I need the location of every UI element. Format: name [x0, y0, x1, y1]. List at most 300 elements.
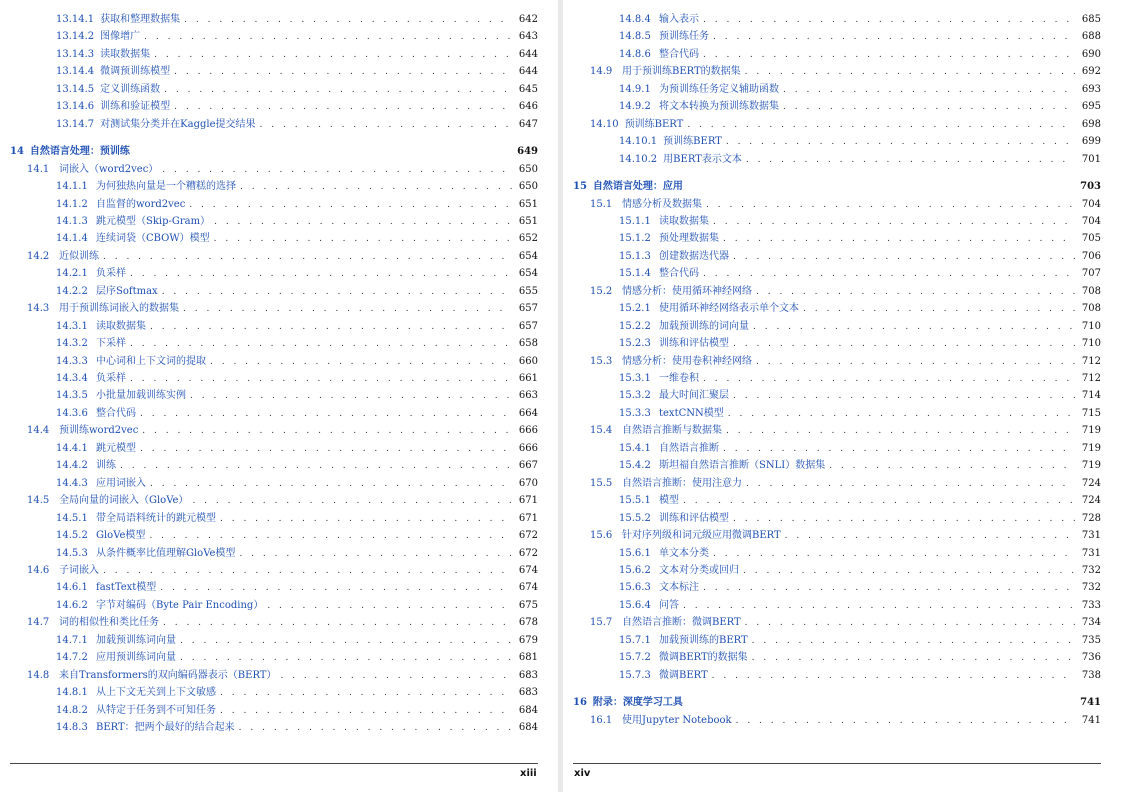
toc-section-entry[interactable] [27, 669, 538, 683]
toc-leader-dots [803, 302, 1075, 316]
toc-entry-title: 训练和评估模型 [659, 512, 729, 524]
toc-entry-number: 14.9.1 [619, 83, 651, 95]
toc-subsection-entry[interactable] [56, 83, 538, 97]
toc-subsection-entry[interactable] [619, 232, 1101, 246]
toc-entry-number: 15.2 [590, 285, 613, 297]
toc-subsection-entry[interactable] [56, 355, 538, 369]
toc-entry-number: 14.8.3 [56, 722, 88, 733]
toc-leader-dots [726, 424, 1075, 438]
toc-subsection-entry[interactable] [56, 721, 538, 735]
toc-subsection-entry[interactable] [619, 389, 1101, 403]
toc-entry-number: 14.3.4 [56, 373, 88, 384]
toc-leader-dots [713, 215, 1075, 229]
toc-entry-number: 15.5.2 [619, 512, 651, 524]
toc-entry-number: 14.10.2 [619, 153, 658, 165]
toc-leader-dots [150, 477, 512, 491]
toc-subsection-entry[interactable] [619, 135, 1101, 149]
toc-entry-number: 14.1.4 [56, 233, 88, 245]
toc-leader-dots [783, 100, 1075, 114]
toc-leader-dots [703, 13, 1075, 27]
toc-subsection-entry[interactable] [56, 599, 538, 613]
toc-entry-number: 15.2.1 [619, 303, 651, 315]
toc-leader-dots [183, 302, 512, 316]
toc-entry-title: 为何独热向量是一个糟糕的选择 [96, 181, 236, 193]
toc-entry-number: 15.7.2 [619, 652, 651, 664]
toc-leader-dots [706, 198, 1075, 212]
toc-entry-title: 自然语言推断 [659, 442, 719, 454]
toc-subsection-entry[interactable] [619, 651, 1101, 665]
toc-entry-page-number: 642 [518, 14, 538, 25]
toc-entry-number: 15.1.3 [619, 250, 651, 262]
toc-entry-number: 15.4.2 [619, 460, 651, 472]
toc-entry-page-number: 663 [518, 390, 538, 402]
toc-entry-title: 针对序列级和词元级应用微调BERT [622, 530, 781, 542]
toc-leader-dots [733, 337, 1075, 351]
toc-entry-title: 词嵌入（word2vec） [59, 163, 159, 175]
toc-entry-page-number: 741 [1081, 714, 1101, 726]
toc-subsection-entry[interactable] [56, 337, 538, 351]
toc-entry-number: 15.7.3 [619, 669, 651, 681]
toc-entry-number: 15.1 [590, 198, 613, 210]
toc-entry-number: 14.1 [27, 163, 50, 175]
toc-entry-title: 字节对编码（Byte Pair Encoding） [96, 599, 264, 611]
toc-entry-page-number: 704 [1081, 198, 1101, 210]
toc-entry-title: 负采样 [96, 268, 126, 280]
toc-section-entry[interactable] [590, 714, 1101, 728]
toc-leader-dots [103, 564, 512, 578]
toc-entry-page-number: 719 [1081, 425, 1101, 437]
toc-leader-dots [174, 65, 512, 79]
toc-entry-title: 训练 [96, 460, 116, 472]
toc-entry-page-number: 658 [518, 338, 538, 350]
toc-section-entry[interactable] [27, 163, 538, 177]
toc-subsection-entry[interactable] [619, 48, 1101, 62]
toc-leader-dots [120, 459, 512, 473]
toc-subsection-entry[interactable] [619, 250, 1101, 264]
toc-subsection-entry[interactable] [56, 459, 538, 473]
toc-subsection-entry[interactable] [56, 477, 538, 491]
toc-subsection-entry[interactable] [56, 267, 538, 281]
toc-entry-number: 15.3 [590, 355, 613, 367]
toc-leader-dots [150, 320, 512, 334]
toc-subsection-entry[interactable] [56, 686, 538, 700]
toc-subsection-entry[interactable] [619, 337, 1101, 351]
toc-entry-title: 定义训练函数 [100, 83, 161, 95]
toc-entry-number: 14.5.2 [56, 530, 88, 542]
toc-entry-title: 跳元模型 [96, 442, 136, 454]
toc-entry-page-number: 698 [1081, 118, 1101, 130]
toc-entry-title: BERT：把两个最好的结合起来 [96, 722, 235, 733]
toc-leader-dots [140, 442, 512, 456]
toc-entry-title: 从条件概率比值理解GloVe模型 [96, 547, 236, 559]
toc-entry-title: 预训练任务 [659, 31, 709, 43]
toc-entry-number: 14.3 [27, 303, 50, 315]
toc-entry-number: 14.3.2 [56, 338, 88, 350]
toc-leader-dots [712, 669, 1075, 683]
footer-rule-left [10, 763, 538, 764]
toc-section-entry[interactable] [590, 616, 1101, 630]
toc-leader-dots [174, 100, 512, 114]
toc-leader-dots [130, 267, 512, 281]
toc-leader-dots [746, 477, 1075, 491]
toc-subsection-entry[interactable] [619, 581, 1101, 595]
toc-entry-number: 14.3.3 [56, 355, 88, 367]
toc-entry-number: 14.7.2 [56, 652, 88, 664]
toc-subsection-entry[interactable] [619, 494, 1101, 508]
toc-entry-page-number: 693 [1081, 83, 1101, 95]
toc-chapter-entry[interactable] [10, 145, 538, 159]
toc-leader-dots [220, 512, 512, 526]
toc-subsection-entry[interactable] [619, 320, 1101, 334]
toc-entry-number: 14.8.2 [56, 704, 88, 716]
toc-entry-title: 整合代码 [659, 268, 699, 280]
toc-leader-dots [726, 135, 1075, 149]
toc-entry-title: 预训练BERT [663, 136, 722, 148]
toc-entry-page-number: 672 [518, 547, 538, 559]
toc-leader-dots [267, 599, 512, 613]
toc-entry-page-number: 654 [518, 250, 538, 262]
toc-subsection-entry[interactable] [56, 232, 538, 246]
toc-entry-title: 读取数据集 [659, 215, 709, 227]
toc-entry-title: 用于预训练词嵌入的数据集 [59, 303, 179, 315]
toc-entry-number: 13.14.1 [56, 14, 95, 25]
toc-leader-dots [713, 30, 1075, 44]
toc-section-entry[interactable] [590, 529, 1101, 543]
toc-entry-title: 整合代码 [659, 48, 699, 60]
toc-entry-page-number: 667 [518, 460, 538, 472]
toc-entry-title: 预训练BERT [624, 118, 684, 130]
toc-entry-title: 用BERT表示文本 [663, 153, 742, 165]
toc-entry-page-number: 647 [518, 118, 538, 130]
toc-subsection-entry[interactable] [619, 100, 1101, 114]
toc-subsection-entry[interactable] [619, 13, 1101, 27]
toc-entry-number: 16.1 [590, 714, 613, 726]
toc-entry-number: 14.1.1 [56, 181, 88, 193]
toc-entry-title: 带全局语料统计的跳元模型 [96, 512, 216, 524]
toc-entry-page-number: 735 [1081, 634, 1101, 646]
toc-leader-dots [280, 669, 512, 683]
toc-chapter-entry[interactable] [573, 696, 1101, 710]
toc-entry-page-number: 678 [518, 617, 538, 629]
toc-entry-page-number: 701 [1081, 153, 1101, 165]
toc-subsection-entry[interactable] [56, 320, 538, 334]
toc-subsection-entry[interactable] [56, 100, 538, 114]
toc-entry-title: 应用词嵌入 [96, 477, 146, 489]
toc-entry-title: 词的相似性和类比任务 [59, 617, 159, 629]
toc-subsection-entry[interactable] [619, 407, 1101, 421]
toc-leader-dots [829, 459, 1075, 473]
toc-page-left [0, 0, 558, 792]
toc-entry-title: 来自Transformers的双向编码器表示（BERT） [59, 669, 277, 681]
toc-leader-dots [683, 494, 1075, 508]
toc-entry-title: 使用Jupyter Notebook [622, 714, 732, 726]
toc-subsection-entry[interactable] [56, 198, 538, 212]
toc-entry-title: 情感分析及数据集 [622, 198, 702, 210]
toc-section-entry[interactable] [27, 250, 538, 264]
toc-subsection-entry[interactable] [56, 372, 538, 386]
toc-subsection-entry[interactable] [619, 599, 1101, 613]
toc-subsection-entry[interactable] [56, 215, 538, 229]
toc-leader-dots [180, 634, 512, 648]
toc-section-entry[interactable] [590, 198, 1101, 212]
toc-leader-dots [149, 529, 512, 543]
toc-entry-title: 应用预训练词向量 [96, 652, 176, 664]
toc-leader-dots [130, 372, 512, 386]
toc-entry-title: 自然语言处理：应用 [592, 181, 683, 193]
toc-entry-title: 训练和评估模型 [659, 338, 729, 350]
toc-entry-number: 14.6 [27, 564, 50, 576]
toc-entry-page-number: 724 [1081, 477, 1101, 489]
toc-entry-page-number: 651 [518, 215, 538, 227]
toc-entry-page-number: 675 [518, 599, 538, 611]
toc-entry-title: 预处理数据集 [659, 233, 719, 245]
toc-entry-number: 14.8.1 [56, 687, 88, 699]
toc-entry-number: 15.7 [590, 617, 613, 629]
toc-subsection-entry[interactable] [619, 215, 1101, 229]
toc-entry-title: 单文本分类 [659, 547, 709, 559]
toc-subsection-entry[interactable] [56, 30, 538, 44]
toc-entry-number: 14.9.2 [619, 101, 651, 113]
toc-subsection-entry[interactable] [56, 581, 538, 595]
toc-entry-page-number: 674 [518, 564, 538, 576]
toc-section-entry[interactable] [27, 302, 538, 316]
toc-entry-page-number: 654 [518, 268, 538, 280]
toc-subsection-entry[interactable] [56, 512, 538, 526]
toc-leader-dots [745, 65, 1075, 79]
toc-leader-dots [752, 651, 1075, 665]
toc-entry-number: 15.6.1 [619, 547, 651, 559]
toc-leader-dots [752, 634, 1075, 648]
toc-entry-title: 下采样 [96, 338, 126, 350]
toc-subsection-entry[interactable] [619, 459, 1101, 473]
toc-entry-page-number: 719 [1081, 442, 1101, 454]
toc-entry-number: 14.4.2 [56, 460, 88, 472]
toc-entry-title: 加载预训练词向量 [96, 634, 176, 646]
toc-entry-number: 14.7.1 [56, 634, 88, 646]
toc-leader-dots [733, 250, 1075, 264]
toc-entry-page-number: 710 [1081, 338, 1101, 350]
toc-subsection-entry[interactable] [619, 669, 1101, 683]
toc-entry-page-number: 643 [518, 31, 538, 43]
toc-subsection-entry[interactable] [619, 372, 1101, 386]
toc-section-entry[interactable] [590, 477, 1101, 491]
toc-subsection-entry[interactable] [56, 442, 538, 456]
toc-entry-number: 14.8.6 [619, 48, 651, 60]
toc-entry-number: 14.7 [27, 617, 50, 629]
toc-subsection-entry[interactable] [619, 267, 1101, 281]
toc-entry-number: 14.5.1 [56, 512, 88, 524]
toc-leader-dots [728, 407, 1075, 421]
toc-entry-number: 15.3.1 [619, 373, 651, 384]
toc-leader-dots [785, 529, 1075, 543]
toc-subsection-entry[interactable] [619, 512, 1101, 526]
toc-subsection-entry[interactable] [619, 153, 1101, 167]
toc-subsection-entry[interactable] [619, 442, 1101, 456]
toc-entry-page-number: 684 [518, 722, 538, 733]
toc-entry-number: 13.14.5 [56, 83, 95, 95]
toc-entry-page-number: 688 [1081, 31, 1101, 43]
toc-entry-number: 16 [573, 697, 587, 709]
toc-entry-number: 15.1.2 [619, 233, 651, 245]
toc-subsection-entry[interactable] [619, 83, 1101, 97]
toc-entry-number: 13.14.7 [56, 118, 95, 130]
toc-entry-page-number: 683 [518, 687, 538, 699]
toc-entry-number: 14.5.3 [56, 547, 88, 559]
toc-subsection-entry[interactable] [619, 634, 1101, 648]
toc-subsection-entry[interactable] [56, 180, 538, 194]
toc-leader-dots [723, 442, 1075, 456]
toc-entry-page-number: 652 [518, 233, 538, 245]
toc-entry-page-number: 657 [518, 320, 538, 332]
toc-entry-page-number: 703 [1080, 181, 1101, 193]
toc-entry-title: textCNN模型 [659, 407, 724, 419]
toc-leader-dots [130, 337, 512, 351]
toc-subsection-entry[interactable] [56, 285, 538, 299]
toc-entry-page-number: 644 [518, 66, 538, 78]
toc-leader-dots [753, 320, 1075, 334]
toc-entry-number: 14.3.6 [56, 407, 88, 419]
toc-subsection-entry[interactable] [56, 389, 538, 403]
toc-subsection-entry[interactable] [56, 704, 538, 718]
toc-entry-page-number: 719 [1081, 460, 1101, 472]
toc-subsection-entry[interactable] [56, 651, 538, 665]
toc-entry-title: 自然语言推断：使用注意力 [622, 477, 742, 489]
toc-entry-number: 14.4 [27, 425, 50, 437]
toc-entry-title: 子词嵌入 [59, 564, 99, 576]
toc-entry-number: 15.6.4 [619, 599, 651, 611]
toc-entry-page-number: 741 [1080, 697, 1101, 709]
toc-entry-title: 小批量加载训练实例 [96, 390, 186, 402]
toc-subsection-entry[interactable] [56, 547, 538, 561]
toc-entry-page-number: 685 [1081, 14, 1101, 25]
toc-entry-number: 14.10 [590, 118, 619, 130]
toc-section-entry[interactable] [27, 564, 538, 578]
toc-leader-dots [733, 389, 1075, 403]
toc-entry-number: 14.9 [590, 66, 613, 78]
toc-subsection-entry[interactable] [56, 118, 538, 132]
toc-entry-title: 读取数据集 [100, 48, 151, 60]
toc-entry-title: 训练和验证模型 [100, 101, 171, 113]
toc-leader-dots [190, 389, 512, 403]
toc-entry-number: 15.3.2 [619, 390, 651, 402]
toc-entry-number: 15.1.4 [619, 268, 651, 280]
toc-subsection-entry[interactable] [619, 30, 1101, 44]
toc-leader-dots [210, 355, 512, 369]
toc-entry-page-number: 732 [1081, 582, 1101, 594]
toc-leader-dots [723, 232, 1075, 246]
footer-rule-right [573, 763, 1101, 764]
toc-subsection-entry[interactable] [56, 407, 538, 421]
toc-entry-page-number: 684 [518, 704, 538, 716]
toc-entry-page-number: 706 [1081, 250, 1101, 262]
toc-subsection-entry[interactable] [619, 564, 1101, 578]
toc-entry-title: 整合代码 [96, 407, 136, 419]
toc-section-entry[interactable] [590, 355, 1101, 369]
toc-leader-dots [239, 547, 512, 561]
toc-entry-number: 15.6.3 [619, 582, 651, 594]
toc-section-entry[interactable] [27, 616, 538, 630]
toc-entry-title: fastText模型 [96, 582, 157, 594]
toc-entry-number: 15.6 [590, 530, 613, 542]
toc-section-entry[interactable] [27, 424, 538, 438]
toc-entry-page-number: 646 [518, 101, 538, 113]
toc-entry-number: 15.7.1 [619, 634, 651, 646]
toc-subsection-entry[interactable] [619, 302, 1101, 316]
toc-entry-number: 14.4.3 [56, 477, 88, 489]
toc-leader-dots [162, 163, 512, 177]
toc-entry-number: 15.6.2 [619, 564, 651, 576]
toc-entry-title: 连续词袋（CBOW）模型 [96, 233, 210, 245]
toc-entry-page-number: 724 [1081, 495, 1101, 507]
toc-leader-dots [180, 651, 512, 665]
toc-section-entry[interactable] [590, 285, 1101, 299]
toc-chapter-entry[interactable] [573, 180, 1101, 194]
toc-entry-page-number: 731 [1081, 530, 1101, 542]
toc-entry-number: 14.2.1 [56, 268, 88, 280]
toc-entry-title: 预训练word2vec [59, 425, 139, 437]
toc-entry-title: 最大时间汇聚层 [659, 390, 729, 402]
toc-subsection-entry[interactable] [56, 529, 538, 543]
toc-entry-page-number: 712 [1081, 355, 1101, 367]
toc-entry-title: 微调BERT的数据集 [659, 652, 748, 664]
toc-entry-page-number: 733 [1081, 599, 1101, 611]
toc-entry-page-number: 731 [1081, 547, 1101, 559]
toc-leader-dots [746, 153, 1075, 167]
toc-entry-page-number: 715 [1081, 407, 1101, 419]
toc-entry-page-number: 650 [518, 163, 538, 175]
toc-leader-dots [713, 547, 1075, 561]
toc-subsection-entry[interactable] [619, 547, 1101, 561]
toc-entry-title: 附录：深度学习工具 [592, 697, 683, 709]
toc-entry-title: 用于预训练BERT的数据集 [622, 66, 741, 78]
toc-entry-page-number: 705 [1081, 233, 1101, 245]
toc-leader-dots [214, 215, 512, 229]
toc-leader-dots [163, 616, 512, 630]
toc-entry-title: GloVe模型 [96, 530, 146, 542]
toc-subsection-entry[interactable] [56, 48, 538, 62]
toc-entry-title: 图像增广 [100, 31, 141, 43]
toc-entry-page-number: 679 [518, 634, 538, 646]
toc-entry-page-number: 710 [1081, 320, 1101, 332]
toc-section-entry[interactable] [590, 65, 1101, 79]
toc-leader-dots [703, 48, 1075, 62]
toc-section-entry[interactable] [27, 494, 538, 508]
toc-entry-title: 获取和整理数据集 [100, 14, 181, 25]
toc-entry-title: 自然语言推断：微调BERT [622, 617, 741, 629]
toc-entry-page-number: 695 [1081, 101, 1101, 113]
page-number-right: xiv [574, 768, 591, 779]
toc-entry-page-number: 660 [518, 355, 538, 367]
toc-subsection-entry[interactable] [56, 634, 538, 648]
toc-entry-title: 输入表示 [659, 14, 699, 25]
toc-entry-page-number: 672 [518, 530, 538, 542]
toc-subsection-entry[interactable] [56, 13, 538, 27]
toc-entry-title: 加载预训练的BERT [659, 634, 748, 646]
toc-entry-number: 15.5 [590, 477, 613, 489]
toc-entry-number: 15.1.1 [619, 215, 651, 227]
toc-subsection-entry[interactable] [56, 65, 538, 79]
toc-entry-page-number: 736 [1081, 652, 1101, 664]
toc-entry-title: 将文本转换为预训练数据集 [659, 101, 779, 113]
toc-entry-page-number: 664 [518, 407, 538, 419]
toc-section-entry[interactable] [590, 424, 1101, 438]
toc-entry-title: 从上下文无关到上下文敏感 [96, 687, 216, 699]
toc-section-entry[interactable] [590, 118, 1101, 132]
toc-leader-dots [240, 180, 512, 194]
toc-entry-number: 14.2.2 [56, 285, 88, 297]
toc-leader-dots [260, 118, 512, 132]
toc-entry-number: 14.10.1 [619, 136, 658, 148]
